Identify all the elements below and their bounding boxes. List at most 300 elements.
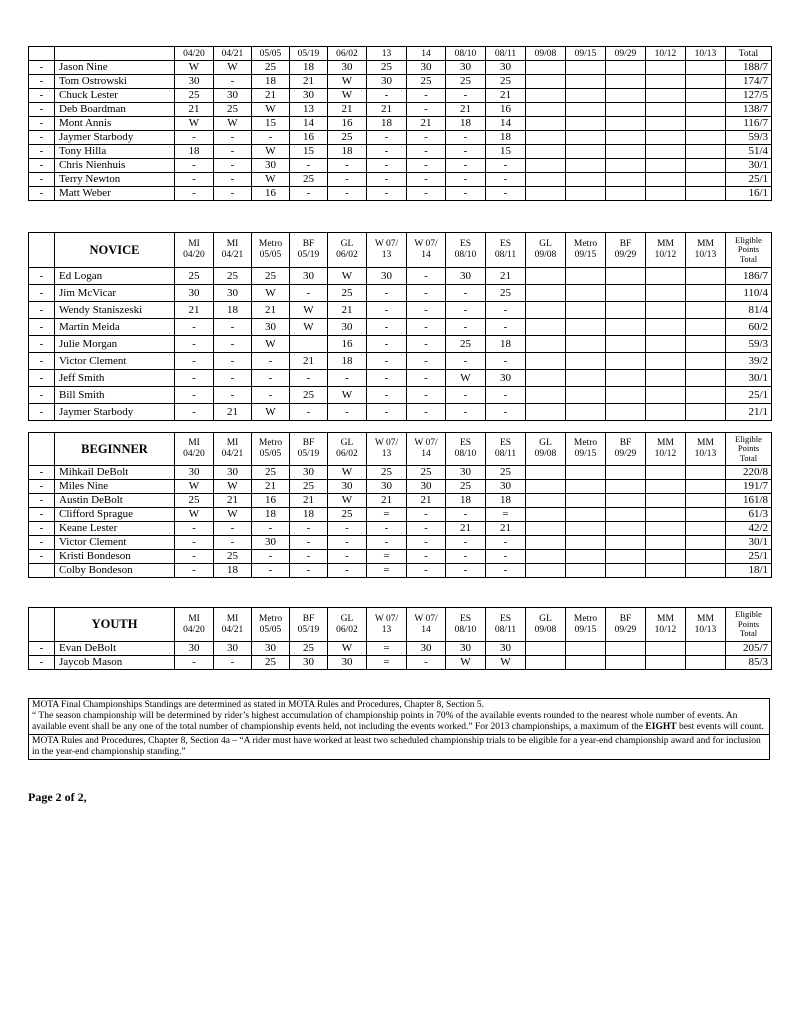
event-header xyxy=(214,233,252,268)
event-score: 21 xyxy=(486,89,526,103)
event-score: - xyxy=(407,536,446,550)
event-score: 25 xyxy=(252,656,290,670)
event-score: - xyxy=(407,302,446,319)
event-score: 30 xyxy=(446,642,486,656)
event-score: 25 xyxy=(252,61,290,75)
table-row xyxy=(29,564,772,578)
table-row xyxy=(29,466,772,480)
notes-work-requirement: MOTA Rules and Procedures, Chapter 8, Section 4a – “A rider must have worked at least two scheduled championship trials to be eligible for a year-end championship award and for inclusion in the year-end championship standing.” xyxy=(29,735,770,760)
rider-name: Terry Newton xyxy=(55,173,175,187)
event-score xyxy=(686,302,726,319)
event-score: W xyxy=(214,508,252,522)
event-venue: ES xyxy=(499,438,512,448)
event-score: 21 xyxy=(328,302,367,319)
event-score xyxy=(606,61,646,75)
event-venue: GL xyxy=(340,239,354,249)
event-score: 25 xyxy=(175,89,214,103)
event-date: 09/15 xyxy=(574,624,597,635)
row-marker: - xyxy=(29,353,55,370)
event-score: 21 xyxy=(290,494,328,508)
points-total: 21/1 xyxy=(726,404,772,421)
points-total: 85/3 xyxy=(726,656,772,670)
event-score xyxy=(686,159,726,173)
event-score: 25 xyxy=(486,285,526,302)
event-score: - xyxy=(175,387,214,404)
event-date: 10/13 xyxy=(694,449,717,459)
event-score: 21 xyxy=(175,103,214,117)
event-score: W xyxy=(446,370,486,387)
event-score xyxy=(646,404,686,421)
event-score: - xyxy=(407,508,446,522)
event-score xyxy=(686,480,726,494)
event-score: - xyxy=(407,353,446,370)
event-score: 21 xyxy=(290,75,328,89)
event-header xyxy=(686,433,726,466)
column-header: 09/08 xyxy=(526,47,566,61)
event-score: = xyxy=(367,550,407,564)
event-score: 25 xyxy=(252,466,290,480)
points-total: 25/1 xyxy=(726,550,772,564)
event-score: 30 xyxy=(290,268,328,285)
event-score: 21 xyxy=(214,494,252,508)
event-score: 30 xyxy=(367,480,407,494)
event-date: 13 xyxy=(381,624,392,635)
event-score xyxy=(686,642,726,656)
points-total: 39/2 xyxy=(726,353,772,370)
event-score: - xyxy=(446,131,486,145)
header-line: Eligible xyxy=(735,234,762,245)
event-score: - xyxy=(214,370,252,387)
event-score: - xyxy=(446,404,486,421)
event-score: - xyxy=(407,404,446,421)
event-score: W xyxy=(328,494,367,508)
row-marker: - xyxy=(29,61,55,75)
event-score: = xyxy=(367,508,407,522)
rider-name: Miles Nine xyxy=(55,480,175,494)
row-marker xyxy=(29,564,55,578)
event-score: 30 xyxy=(486,61,526,75)
row-marker: - xyxy=(29,285,55,302)
event-score xyxy=(526,131,566,145)
table-row xyxy=(29,268,772,285)
event-score: W xyxy=(252,404,290,421)
row-marker: - xyxy=(29,536,55,550)
event-score: - xyxy=(367,285,407,302)
points-total: 51/4 xyxy=(726,145,772,159)
event-score: 30 xyxy=(367,268,407,285)
event-score: W xyxy=(252,103,290,117)
table-row xyxy=(29,173,772,187)
header-row xyxy=(29,47,772,61)
event-score xyxy=(606,564,646,578)
points-total: 138/7 xyxy=(726,103,772,117)
event-score: - xyxy=(407,131,446,145)
event-score: - xyxy=(446,173,486,187)
event-score: - xyxy=(446,353,486,370)
event-score xyxy=(566,117,606,131)
event-score: 18 xyxy=(252,75,290,89)
rider-name: Deb Boardman xyxy=(55,103,175,117)
event-score: - xyxy=(407,387,446,404)
event-date: 05/19 xyxy=(297,449,320,459)
rider-name: Wendy Staniszeski xyxy=(55,302,175,319)
event-score: - xyxy=(175,173,214,187)
event-score: 13 xyxy=(290,103,328,117)
event-score xyxy=(526,75,566,89)
event-score: - xyxy=(175,550,214,564)
event-score xyxy=(526,480,566,494)
event-score: 30 xyxy=(328,656,367,670)
event-score: 25 xyxy=(367,61,407,75)
event-score xyxy=(686,370,726,387)
event-score: - xyxy=(367,302,407,319)
event-score xyxy=(526,173,566,187)
event-venue: MI xyxy=(226,239,239,249)
event-score xyxy=(646,159,686,173)
points-total: 188/7 xyxy=(726,61,772,75)
standings-table-top xyxy=(28,46,772,201)
event-date: 06/02 xyxy=(336,624,358,635)
points-total: 60/2 xyxy=(726,319,772,336)
column-header: 05/05 xyxy=(252,47,290,61)
event-score xyxy=(606,370,646,387)
event-date: 06/02 xyxy=(336,250,358,260)
event-score: 25 xyxy=(214,550,252,564)
points-total: 161/8 xyxy=(726,494,772,508)
event-score: 21 xyxy=(252,480,290,494)
event-score: 21 xyxy=(367,494,407,508)
event-score: - xyxy=(252,550,290,564)
event-score xyxy=(290,336,328,353)
event-score: 30 xyxy=(446,268,486,285)
event-score: = xyxy=(486,508,526,522)
event-venue: W 07/ xyxy=(374,613,399,624)
event-venue: W 07/ xyxy=(414,239,438,249)
event-date: 05/19 xyxy=(297,250,320,260)
event-score xyxy=(566,319,606,336)
event-score xyxy=(566,494,606,508)
event-score xyxy=(526,117,566,131)
event-score xyxy=(646,642,686,656)
rider-name: Victor Clement xyxy=(55,536,175,550)
event-date: 13 xyxy=(381,449,392,459)
event-score: 21 xyxy=(446,103,486,117)
table-row xyxy=(29,550,772,564)
event-score: - xyxy=(328,564,367,578)
event-venue: MI xyxy=(226,613,239,624)
event-score xyxy=(646,336,686,353)
event-venue: MI xyxy=(188,239,200,249)
rules-notes xyxy=(28,698,770,760)
row-marker: - xyxy=(29,522,55,536)
event-score xyxy=(686,131,726,145)
event-score: - xyxy=(175,131,214,145)
event-score xyxy=(686,285,726,302)
event-score: 25 xyxy=(328,285,367,302)
event-header xyxy=(175,233,214,268)
event-score: - xyxy=(367,145,407,159)
event-score: 21 xyxy=(252,302,290,319)
event-score xyxy=(566,173,606,187)
event-score: - xyxy=(486,564,526,578)
event-score xyxy=(646,117,686,131)
rider-name: Jaymer Starbody xyxy=(55,131,175,145)
event-date: 09/08 xyxy=(534,449,557,459)
event-score xyxy=(606,131,646,145)
event-score xyxy=(646,522,686,536)
event-score: 21 xyxy=(175,302,214,319)
rider-name: Martin Meida xyxy=(55,319,175,336)
event-header xyxy=(646,233,686,268)
event-date: 05/05 xyxy=(259,624,282,635)
event-score: 18 xyxy=(328,145,367,159)
event-score: 25 xyxy=(486,466,526,480)
event-score xyxy=(606,550,646,564)
event-score: 18 xyxy=(367,117,407,131)
event-score: - xyxy=(407,268,446,285)
table-row xyxy=(29,353,772,370)
event-score: 25 xyxy=(446,75,486,89)
row-marker: - xyxy=(29,302,55,319)
event-score: - xyxy=(446,319,486,336)
row-marker: - xyxy=(29,145,55,159)
event-score xyxy=(606,75,646,89)
event-date: 05/05 xyxy=(259,250,282,260)
row-marker: - xyxy=(29,494,55,508)
event-score: - xyxy=(486,536,526,550)
page-number: Page 2 of 2, xyxy=(28,790,87,804)
event-venue: MI xyxy=(188,613,200,624)
event-header xyxy=(328,433,367,466)
table-row xyxy=(29,302,772,319)
beginner-table xyxy=(28,432,772,578)
event-score: - xyxy=(446,508,486,522)
event-score: 21 xyxy=(486,268,526,285)
event-date: 04/20 xyxy=(183,250,205,260)
event-score: - xyxy=(175,536,214,550)
event-score xyxy=(606,480,646,494)
event-venue: MM xyxy=(697,239,714,249)
event-score: 30 xyxy=(446,466,486,480)
event-venue: MI xyxy=(188,438,200,448)
class-title: YOUTH xyxy=(55,608,175,642)
event-date: 08/11 xyxy=(494,449,517,459)
table-row xyxy=(29,387,772,404)
event-venue: Metro xyxy=(573,438,598,448)
event-venue: MM xyxy=(657,239,674,249)
event-score: 25 xyxy=(290,173,328,187)
table-row xyxy=(29,656,772,670)
event-header xyxy=(606,433,646,466)
event-score: - xyxy=(328,370,367,387)
points-total: 30/1 xyxy=(726,370,772,387)
event-score: - xyxy=(214,145,252,159)
event-score xyxy=(646,103,686,117)
event-score: W xyxy=(328,466,367,480)
event-score xyxy=(646,370,686,387)
event-header xyxy=(252,608,290,642)
event-venue: ES xyxy=(459,613,472,624)
event-score xyxy=(606,285,646,302)
event-score xyxy=(566,404,606,421)
event-score: - xyxy=(446,187,486,201)
event-header xyxy=(175,433,214,466)
rider-name: Bill Smith xyxy=(55,387,175,404)
event-score: - xyxy=(214,536,252,550)
event-score xyxy=(526,536,566,550)
youth-table xyxy=(28,607,772,670)
rider-name: Victor Clement xyxy=(55,353,175,370)
event-score: 25 xyxy=(214,103,252,117)
column-header: 14 xyxy=(407,47,446,61)
event-header xyxy=(214,608,252,642)
event-score: 16 xyxy=(252,494,290,508)
table-row xyxy=(29,494,772,508)
event-score: 30 xyxy=(252,319,290,336)
event-score xyxy=(526,656,566,670)
event-header xyxy=(367,433,407,466)
event-score xyxy=(686,494,726,508)
event-score: - xyxy=(486,302,526,319)
event-score xyxy=(566,285,606,302)
event-score xyxy=(686,89,726,103)
event-header xyxy=(446,433,486,466)
event-venue: Metro xyxy=(258,438,283,448)
points-total: 110/4 xyxy=(726,285,772,302)
event-score xyxy=(526,285,566,302)
row-marker: - xyxy=(29,268,55,285)
event-venue: ES xyxy=(459,438,472,448)
event-score xyxy=(566,103,606,117)
event-header xyxy=(606,608,646,642)
event-score xyxy=(646,61,686,75)
event-score xyxy=(606,187,646,201)
rider-name: Austin DeBolt xyxy=(55,494,175,508)
row-marker: - xyxy=(29,387,55,404)
points-total: 81/4 xyxy=(726,302,772,319)
event-score: W xyxy=(446,656,486,670)
event-header xyxy=(367,608,407,642)
column-header: 08/10 xyxy=(446,47,486,61)
event-score xyxy=(526,508,566,522)
event-score xyxy=(646,550,686,564)
header-row xyxy=(29,608,772,642)
event-score: - xyxy=(407,564,446,578)
event-date: 10/12 xyxy=(654,250,677,260)
event-score: - xyxy=(290,285,328,302)
event-score xyxy=(606,404,646,421)
table-row xyxy=(29,319,772,336)
table-row xyxy=(29,522,772,536)
event-date: 10/13 xyxy=(694,250,717,260)
table-row xyxy=(29,61,772,75)
points-total: 61/3 xyxy=(726,508,772,522)
event-score: - xyxy=(214,656,252,670)
event-score: 16 xyxy=(290,131,328,145)
event-score: 21 xyxy=(486,522,526,536)
event-score: - xyxy=(407,522,446,536)
event-score xyxy=(606,466,646,480)
event-score xyxy=(526,319,566,336)
row-marker: - xyxy=(29,336,55,353)
table-row xyxy=(29,117,772,131)
event-date: 09/29 xyxy=(614,250,637,260)
event-header xyxy=(646,433,686,466)
event-header xyxy=(446,233,486,268)
header-blank xyxy=(29,433,55,466)
event-score xyxy=(686,145,726,159)
column-header: 13 xyxy=(367,47,407,61)
event-score: W xyxy=(290,302,328,319)
event-score xyxy=(646,564,686,578)
event-score xyxy=(526,268,566,285)
event-score: 18 xyxy=(486,131,526,145)
event-date: 08/10 xyxy=(454,624,477,635)
event-score xyxy=(566,370,606,387)
event-score: 25 xyxy=(328,131,367,145)
event-venue: W 07/ xyxy=(374,438,399,448)
eligible-points-header xyxy=(726,233,772,268)
rider-name: Jaycob Mason xyxy=(55,656,175,670)
event-score: - xyxy=(446,302,486,319)
event-score xyxy=(646,285,686,302)
event-score: - xyxy=(407,550,446,564)
event-score: - xyxy=(252,131,290,145)
event-score xyxy=(686,61,726,75)
event-score xyxy=(646,187,686,201)
event-score xyxy=(646,319,686,336)
event-score: - xyxy=(290,159,328,173)
event-score: - xyxy=(175,656,214,670)
event-score xyxy=(566,387,606,404)
points-total: 220/8 xyxy=(726,466,772,480)
event-score xyxy=(566,89,606,103)
event-score: - xyxy=(367,173,407,187)
event-score xyxy=(566,336,606,353)
event-score: - xyxy=(407,656,446,670)
event-header xyxy=(526,433,566,466)
event-score xyxy=(526,61,566,75)
event-header xyxy=(252,433,290,466)
event-score xyxy=(606,268,646,285)
event-score: 25 xyxy=(252,268,290,285)
event-score xyxy=(526,387,566,404)
event-venue: MM xyxy=(697,438,714,448)
rider-name: Chris Nienhuis xyxy=(55,159,175,173)
event-score xyxy=(646,353,686,370)
event-score xyxy=(526,466,566,480)
rider-name: Mont Annis xyxy=(55,117,175,131)
header-line: Points xyxy=(737,443,760,454)
event-venue: BF xyxy=(619,613,632,624)
event-score: - xyxy=(486,353,526,370)
event-date: 14 xyxy=(421,250,431,260)
row-marker: - xyxy=(29,656,55,670)
event-score xyxy=(526,494,566,508)
event-score xyxy=(526,550,566,564)
event-header xyxy=(407,433,446,466)
event-score: W xyxy=(252,145,290,159)
event-score: - xyxy=(367,387,407,404)
points-total: 116/7 xyxy=(726,117,772,131)
event-score: 30 xyxy=(328,319,367,336)
event-venue: ES xyxy=(499,239,512,249)
event-date: 09/29 xyxy=(614,449,637,459)
event-header xyxy=(686,233,726,268)
table-row xyxy=(29,145,772,159)
event-score xyxy=(606,319,646,336)
event-score: - xyxy=(328,173,367,187)
